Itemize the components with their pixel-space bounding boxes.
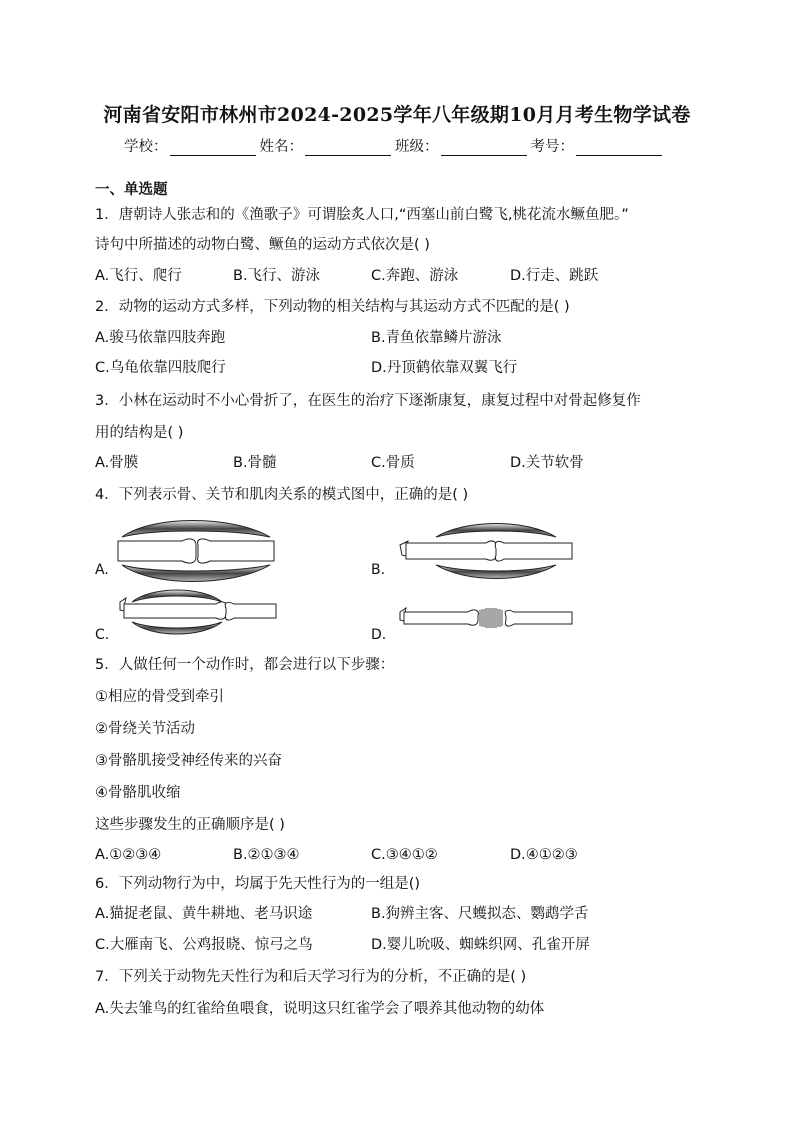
q6-option-b[interactable]: B.狗辨主客、尺蠖拟态、鹦鹉学舌 (371, 906, 589, 922)
q5-question: 这些步骤发生的正确顺序是( ) (95, 817, 285, 833)
q4-diagram-a[interactable] (112, 515, 280, 587)
q6-stem: 6．下列动物行为中，均属于先天性行为的一组是() (95, 876, 421, 892)
q4-option-c-label[interactable]: C. (95, 627, 110, 643)
class-blank (441, 141, 527, 156)
q5-option-a[interactable]: A.①②③④ (95, 847, 162, 863)
q5-option-b[interactable]: B.②①③④ (233, 847, 300, 863)
q7-stem: 7．下列关于动物先天性行为和后天学习行为的分析，不正确的是( ) (95, 969, 527, 985)
q4-stem: 4．下列表示骨、关节和肌肉关系的模式图中，正确的是( ) (95, 487, 469, 503)
q5-step-2: ②骨绕关节活动 (95, 721, 195, 737)
q5-option-d[interactable]: D.④①②③ (510, 847, 578, 863)
q4-option-b-label[interactable]: B. (371, 562, 386, 578)
q5-step-3: ③骨骼肌接受神经传来的兴奋 (95, 753, 282, 769)
class-field[interactable] (395, 135, 527, 156)
q3-option-c[interactable]: C.骨质 (371, 455, 415, 471)
section-heading: 一、单选题 (95, 182, 168, 198)
q4-diagram-b[interactable] (396, 515, 576, 587)
q2-stem: 2．动物的运动方式多样，下列动物的相关结构与其运动方式不匹配的是( ) (95, 299, 570, 315)
ligament-hatching (480, 608, 502, 628)
page-title: 河南省安阳市林州市2024-2025学年八年级期10月月考生物学试卷 (103, 104, 691, 126)
q6-option-d[interactable]: D.婴儿吮吸、蜘蛛织网、孔雀开屏 (371, 937, 590, 953)
q1-stem-line1: 1．唐朝诗人张志和的《渔歌子》可谓脍炙人口,“西塞山前白鹭飞,桃花流水鳜鱼肥。” (95, 207, 629, 223)
q2-option-d[interactable]: D.丹顶鹤依靠双翼飞行 (371, 360, 518, 376)
q3-option-a[interactable]: A.骨膜 (95, 455, 139, 471)
q3-option-b[interactable]: B.骨髓 (233, 455, 277, 471)
number-field[interactable] (531, 135, 663, 156)
q2-option-b[interactable]: B.青鱼依靠鳞片游泳 (371, 330, 502, 346)
q7-option-a[interactable]: A.失去雏鸟的红雀给鱼喂食，说明这只红雀学会了喂养其他动物的幼体 (95, 1001, 545, 1017)
q6-option-a[interactable]: A.猫捉老鼠、黄牛耕地、老马识途 (95, 906, 313, 922)
q4-diagram-d[interactable] (396, 598, 576, 638)
q1-option-b[interactable]: B.飞行、游泳 (233, 268, 321, 284)
name-label: 姓名： (259, 139, 303, 155)
q1-option-a[interactable]: A.飞行、爬行 (95, 268, 182, 284)
school-label: 学校： (124, 139, 168, 155)
school-field[interactable] (124, 135, 256, 156)
q4-option-a-label[interactable]: A. (95, 562, 109, 578)
q3-stem-line2: 用的结构是( ) (95, 425, 184, 441)
q2-option-c[interactable]: C.乌龟依靠四肢爬行 (95, 360, 226, 376)
q2-option-a[interactable]: A.骏马依靠四肢奔跑 (95, 330, 226, 346)
q4-diagram-c[interactable] (112, 580, 280, 652)
name-field[interactable] (260, 135, 392, 156)
q5-step-4: ④骨骼肌收缩 (95, 785, 181, 801)
student-info-line (124, 135, 666, 156)
q5-step-1: ①相应的骨受到牵引 (95, 689, 224, 705)
name-blank (305, 141, 391, 156)
q6-option-c[interactable]: C.大雁南飞、公鸡报晓、惊弓之鸟 (95, 937, 313, 953)
number-blank (576, 141, 662, 156)
q1-option-c[interactable]: C.奔跑、游泳 (371, 268, 459, 284)
school-blank (170, 141, 256, 156)
number-label: 考号： (530, 139, 574, 155)
q5-option-c[interactable]: C.③④①② (371, 847, 438, 863)
q3-stem-line1: 3．小林在运动时不小心骨折了，在医生的治疗下逐渐康复，康复过程中对骨起修复作 (95, 393, 641, 409)
q1-stem-line2: 诗句中所描述的动物白鹭、鳜鱼的运动方式依次是( ) (95, 237, 430, 253)
q4-option-d-label[interactable]: D. (371, 627, 387, 643)
class-label: 班级： (395, 139, 439, 155)
q3-option-d[interactable]: D.关节软骨 (510, 455, 584, 471)
q5-stem: 5．人做任何一个动作时，都会进行以下步骤： (95, 657, 395, 673)
q1-option-d[interactable]: D.行走、跳跃 (510, 268, 599, 284)
